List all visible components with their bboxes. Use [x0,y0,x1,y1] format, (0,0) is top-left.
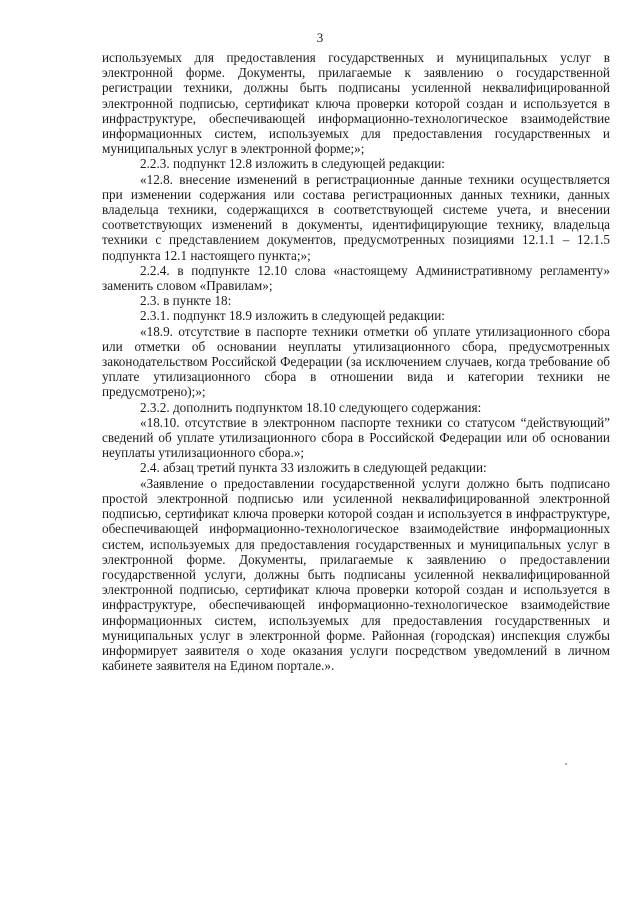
paragraph-continuation: используемых для предоставления государственных и муниципальных услуг в электронной форме. Документы, прилагаемые к заявлению о государственной регистрации техники, должны быть подписаны усиленной неквалифицированной электронной подписью, сертификат ключа проверки которой создан и используется в инфраструктуре, обеспечивающей информационно-технологическое взаимодействие информационных систем, используемых для предоставления государственных и муниципальных услуг в электронной форме;»; [102,50,610,157]
paragraph-2-3: 2.3. в пункте 18: [140,293,232,309]
paragraph-33-text: «Заявление о предоставлении государственной услуги должно быть подписано простой электронной подписью или усиленной неквалифицированной электронной подписью, сертификат ключа проверки которой создан и используется в инфраструктуре, обеспечивающей информационно-технологическое взаимодействие информационных систем, используемых для предоставления государственных и муниципальных услуг в электронной форме. Документы, прилагаемые к заявлению о предоставлении государственной услуги, должны быть подписаны усиленной неквалифицированной электронной подписью, сертификат ключа проверки которой создан и используется в инфраструктуре, обеспечивающей информационно-технологическое взаимодействие информационных систем, используемых для предоставления государственных и муниципальных услуг в электронной форме. Районная (городская) инспекция службы информирует заявителя о ходе оказания услуги посредством уведомлений в личном кабинете заявителя на Едином портале.». [102,475,610,674]
paragraph-18-10-text: «18.10. отсутствие в электронном паспорте техники со статусом “действующий” сведений об уплате утилизационного сбора в Российской Федерации или об основании неуплаты утилизационного сбора.»; [102,414,610,461]
paragraph-2-3-2: 2.3.2. дополнить подпунктом 18.10 следующего содержания: [140,399,482,415]
paragraph-2-4: 2.4. абзац третий пункта 33 изложить в следующей редакции: [140,460,487,476]
paragraph-2-3-1: 2.3.1. подпункт 18.9 изложить в следующей редакции: [140,308,445,324]
paragraph-12-8-text: «12.8. внесение изменений в регистрационные данные техники осуществляется при изменении содержания или состава регистрационных данных техники, данных владельца техники, содержащихся в соответствующей системе учета, и внесении соответствующих изменений в документы, идентифицирующие технику, владельца техники с представлением документов, предусмотренных позициями 12.1.1 – 12.1.5 подпункта 12.1 настоящего пункта;»; [102,171,610,263]
paragraph-2-2-3: 2.2.3. подпункт 12.8 изложить в следующей редакции: [140,156,445,172]
document-body [102,50,610,673]
paragraph-18-9-text: «18.9. отсутствие в паспорте техники отметки об уплате утилизационного сбора или отметки об основании неуплаты утилизационного сбора, предусмотренных законодательством Российской Федерации (за исключением случаев, когда требование об уплате утилизационного сбора в отношении вида и категории техники не предусмотрено);»; [102,323,610,400]
page-number: 3 [316,30,324,45]
paragraph-2-2-4: 2.2.4. в подпункте 12.10 слова «настоящему Административному регламенту» заменить словом «Правилам»; [102,262,610,294]
scan-speck [565,763,567,765]
